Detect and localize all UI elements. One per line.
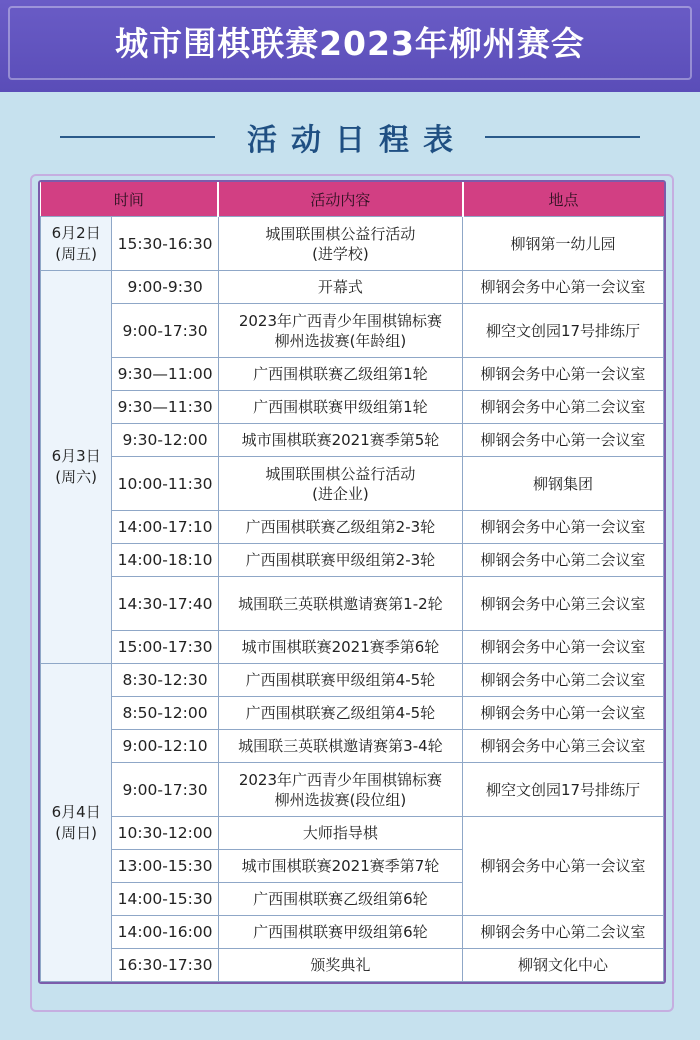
time-cell: 9:00-9:30: [112, 271, 219, 304]
table-row: [41, 358, 664, 391]
table-row: [41, 763, 664, 817]
activity-cell: 城市围棋联赛2021赛季第6轮: [218, 631, 462, 664]
table-row: [41, 817, 664, 850]
schedule-subtitle: 活动日程表: [247, 123, 467, 158]
location-cell: 柳钢会务中心第一会议室: [463, 424, 664, 457]
page-title: 城市围棋联赛2023年柳州赛会: [115, 23, 585, 63]
time-cell: 14:00-17:10: [112, 511, 219, 544]
location-cell: 柳钢会务中心第二会议室: [463, 391, 664, 424]
date-label: 6月2日: [51, 223, 101, 242]
table-row: [41, 217, 664, 271]
time-cell: 10:30-12:00: [112, 817, 219, 850]
time-cell: 14:30-17:40: [112, 577, 219, 631]
activity-cell: [218, 457, 462, 511]
time-cell: 9:30—11:00: [112, 358, 219, 391]
table-header-row: [41, 182, 664, 217]
activity-line: (进学校): [312, 244, 369, 263]
activity-cell: 颁奖典礼: [218, 949, 462, 982]
time-cell: 14:00-18:10: [112, 544, 219, 577]
location-cell: 柳钢会务中心第一会议室: [463, 511, 664, 544]
activity-cell: 城围联三英联棋邀请赛第3-4轮: [218, 730, 462, 763]
date-label: 6月3日: [51, 447, 101, 465]
subtitle-line-left: [60, 136, 215, 138]
table-row: [41, 424, 664, 457]
time-cell: 15:30-16:30: [112, 217, 219, 271]
location-cell: 柳钢会务中心第一会议室: [463, 271, 664, 304]
location-cell: 柳钢集团: [463, 457, 664, 511]
time-cell: 9:00-12:10: [112, 730, 219, 763]
activity-cell: [218, 763, 462, 817]
activity-cell: 广西围棋联赛甲级组第2-3轮: [218, 544, 462, 577]
weekday-label: (周六): [55, 468, 98, 486]
activity-cell: 城围联三英联棋邀请赛第1-2轮: [218, 577, 462, 631]
date-label: 6月4日: [51, 802, 101, 821]
activity-cell: 广西围棋联赛甲级组第6轮: [218, 916, 462, 949]
table-row: [41, 544, 664, 577]
table-row: [41, 271, 664, 304]
activity-line: 城围联围棋公益行活动: [265, 464, 416, 483]
time-cell: 16:30-17:30: [112, 949, 219, 982]
activity-line: 城围联围棋公益行活动: [265, 224, 416, 243]
activity-line: 柳州选拔赛(年龄组): [274, 331, 407, 350]
header-time: 时间: [41, 182, 219, 217]
location-cell: 柳空文创园17号排练厅: [463, 304, 664, 358]
time-cell: 14:00-15:30: [112, 883, 219, 916]
title-banner: [0, 0, 700, 92]
time-cell: 15:00-17:30: [112, 631, 219, 664]
table-row: [41, 391, 664, 424]
location-cell: 柳钢会务中心第二会议室: [463, 916, 664, 949]
location-cell: 柳钢会务中心第一会议室: [463, 358, 664, 391]
activity-line: (进企业): [312, 484, 369, 503]
subtitle-line-right: [485, 136, 640, 138]
time-cell: 10:00-11:30: [112, 457, 219, 511]
date-cell: [41, 217, 112, 271]
location-cell: 柳钢会务中心第三会议室: [463, 730, 664, 763]
activity-cell: 广西围棋联赛乙级组第4-5轮: [218, 697, 462, 730]
time-cell: 9:00-17:30: [112, 763, 219, 817]
activity-cell: 大师指导棋: [218, 817, 462, 850]
table-row: [41, 304, 664, 358]
schedule-table: [40, 182, 664, 982]
table-row: [41, 730, 664, 763]
location-cell: 柳钢会务中心第三会议室: [463, 577, 664, 631]
date-cell: [41, 664, 112, 982]
activity-cell: 广西围棋联赛甲级组第4-5轮: [218, 664, 462, 697]
activity-cell: 广西围棋联赛甲级组第1轮: [218, 391, 462, 424]
activity-cell: [218, 304, 462, 358]
header-location: 地点: [463, 182, 664, 217]
location-cell: 柳钢文化中心: [463, 949, 664, 982]
activity-line: 柳州选拔赛(段位组): [274, 790, 407, 809]
time-cell: 13:00-15:30: [112, 850, 219, 883]
table-row: [41, 631, 664, 664]
location-cell: 柳钢第一幼儿园: [463, 217, 664, 271]
table-row: [41, 664, 664, 697]
time-cell: 14:00-16:00: [112, 916, 219, 949]
table-row: [41, 949, 664, 982]
schedule-table-container: [38, 180, 666, 984]
activity-cell: 城市围棋联赛2021赛季第7轮: [218, 850, 462, 883]
location-cell: 柳钢会务中心第一会议室: [463, 631, 664, 664]
date-cell: [41, 271, 112, 664]
time-cell: 9:30—11:30: [112, 391, 219, 424]
table-row: [41, 457, 664, 511]
location-cell: 柳钢会务中心第二会议室: [463, 544, 664, 577]
activity-cell: 城市围棋联赛2021赛季第5轮: [218, 424, 462, 457]
table-row: [41, 697, 664, 730]
time-cell: 8:30-12:30: [112, 664, 219, 697]
header-activity: 活动内容: [218, 182, 462, 217]
table-row: [41, 916, 664, 949]
activity-cell: 广西围棋联赛乙级组第1轮: [218, 358, 462, 391]
activity-cell: 广西围棋联赛乙级组第6轮: [218, 883, 462, 916]
activity-cell: 开幕式: [218, 271, 462, 304]
time-cell: 8:50-12:00: [112, 697, 219, 730]
weekday-label: (周日): [55, 823, 98, 842]
time-cell: 9:00-17:30: [112, 304, 219, 358]
location-cell: 柳钢会务中心第二会议室: [463, 664, 664, 697]
location-cell: 柳钢会务中心第一会议室: [463, 817, 664, 916]
location-cell: 柳空文创园17号排练厅: [463, 763, 664, 817]
time-cell: 9:30-12:00: [112, 424, 219, 457]
activity-cell: 广西围棋联赛乙级组第2-3轮: [218, 511, 462, 544]
table-row: [41, 577, 664, 631]
activity-line: 2023年广西青少年围棋锦标赛: [238, 311, 443, 330]
table-row: [41, 511, 664, 544]
activity-cell: [218, 217, 462, 271]
weekday-label: (周五): [55, 244, 98, 263]
location-cell: 柳钢会务中心第一会议室: [463, 697, 664, 730]
subtitle-row: [0, 112, 700, 162]
activity-line: 2023年广西青少年围棋锦标赛: [238, 770, 443, 789]
